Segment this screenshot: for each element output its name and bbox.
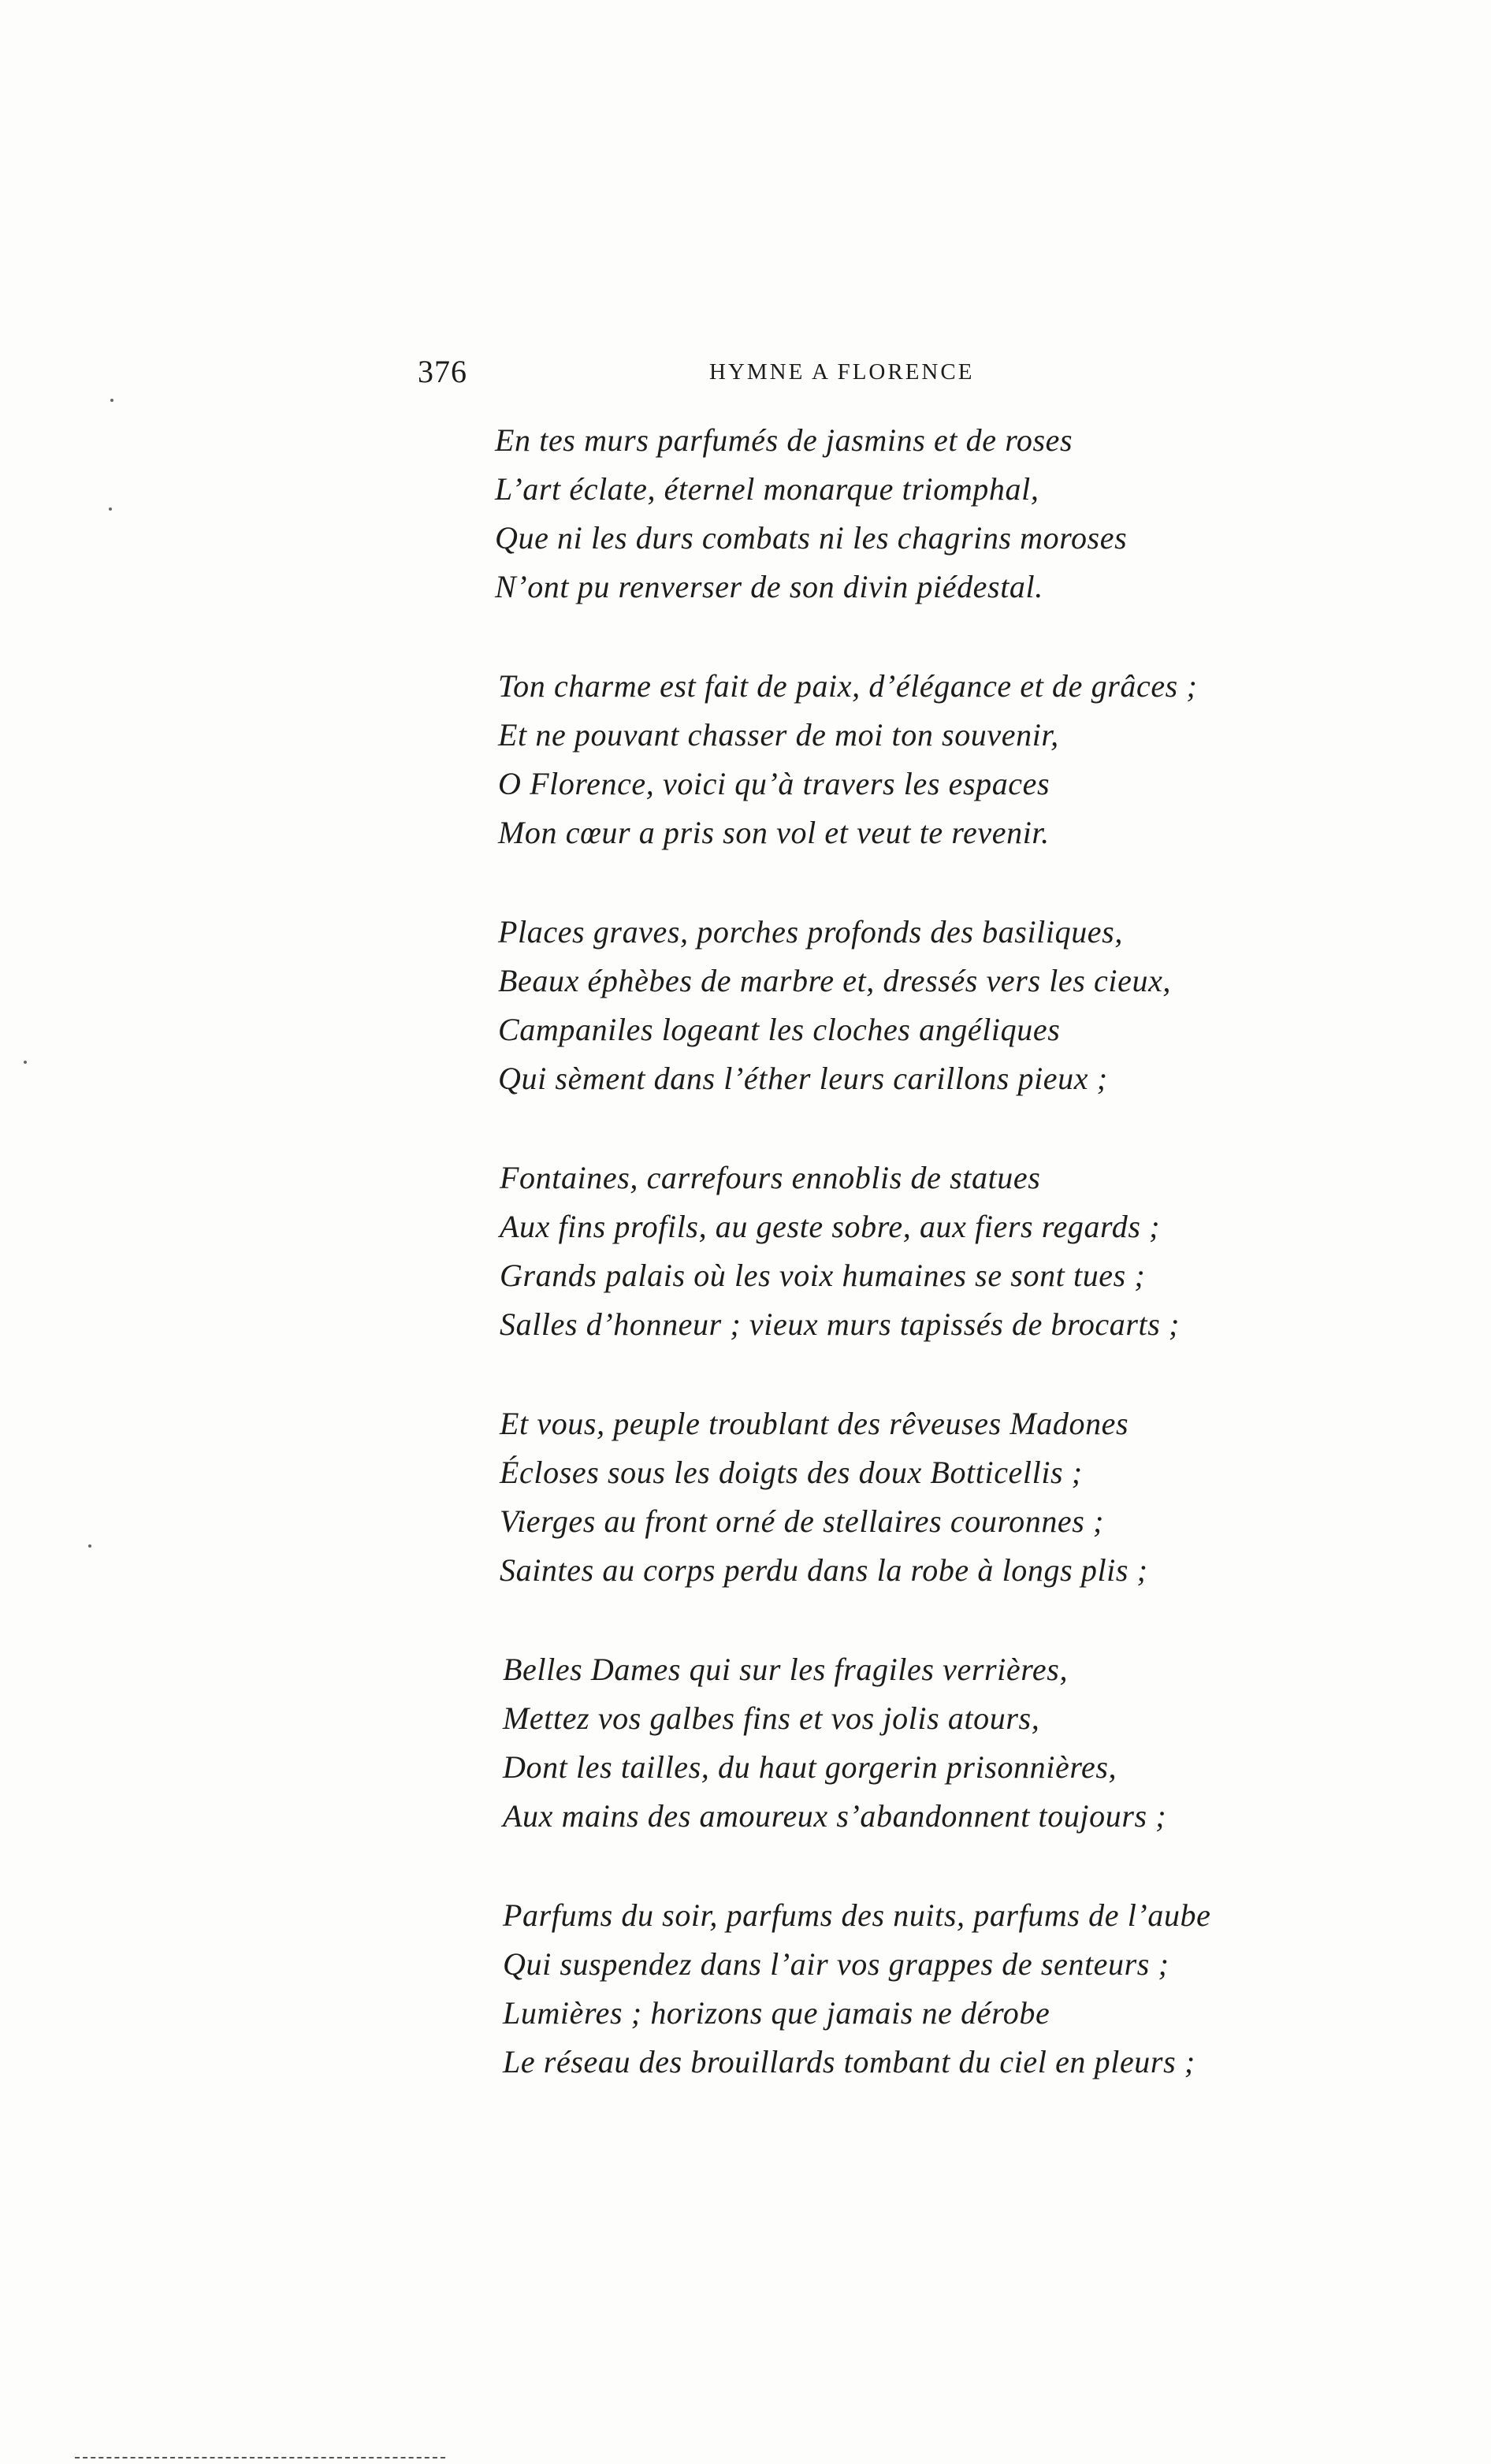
stanza-4: [495, 1154, 1283, 1349]
poem-line: Qui sèment dans l’éther leurs carillons pieux ;: [498, 1061, 1108, 1096]
stanza-2: [495, 662, 1283, 857]
stanza-6: [495, 1645, 1283, 1841]
poem-line: Ton charme est fait de paix, d’élégance et de grâces ;: [498, 668, 1198, 704]
poem-line: Lumières ; horizons que jamais ne dérobe: [503, 1995, 1050, 2031]
poem-line: Dont les tailles, du haut gorgerin prisonnières,: [503, 1749, 1117, 1785]
scan-speck: [110, 399, 113, 402]
poem-line: Vierges au front orné de stellaires couronnes ;: [500, 1503, 1104, 1539]
running-head: [418, 353, 1206, 392]
scan-speck: [24, 1061, 27, 1064]
poem-line: Campaniles logeant les cloches angéliques: [498, 1012, 1061, 1047]
stanza-3: [495, 908, 1283, 1103]
poem-line: Aux mains des amoureux s’abandonnent toujours ;: [503, 1798, 1167, 1834]
poem-line: Salles d’honneur ; vieux murs tapissés de brocarts ;: [500, 1306, 1180, 1342]
poem-line: Saintes au corps perdu dans la robe à longs plis ;: [500, 1552, 1148, 1588]
poem-line: En tes murs parfumés de jasmins et de roses: [495, 422, 1073, 458]
poem-line: Qui suspendez dans l’air vos grappes de senteurs ;: [503, 1946, 1169, 1982]
poem-line: Parfums du soir, parfums des nuits, parfums de l’aube: [503, 1897, 1211, 1933]
stanza-5: [495, 1399, 1283, 1595]
stanza-7: [495, 1891, 1283, 2087]
poem-line: Grands palais où les voix humaines se sont tues ;: [500, 1258, 1146, 1293]
page-number: 376: [418, 354, 467, 389]
poem-line: Fontaines, carrefours ennoblis de statues: [500, 1160, 1041, 1195]
stanza-1: [495, 416, 1283, 611]
poem-line: Et vous, peuple troublant des rêveuses Madones: [500, 1406, 1129, 1441]
poem-line: L’art éclate, éternel monarque triomphal,: [495, 471, 1039, 507]
scan-edge-mark: [75, 2457, 445, 2458]
poem-line: Beaux éphèbes de marbre et, dressés vers les cieux,: [498, 963, 1172, 998]
poem-line: Mon cœur a pris son vol et veut te revenir.: [498, 815, 1050, 850]
poem-line: Le réseau des brouillards tombant du ciel en pleurs ;: [503, 2044, 1195, 2079]
poem-line: Aux fins profils, au geste sobre, aux fiers regards ;: [500, 1209, 1161, 1244]
poem-line: O Florence, voici qu’à travers les espaces: [498, 766, 1050, 801]
poem-line: N’ont pu renverser de son divin piédestal.: [495, 569, 1043, 604]
poem-line: Places graves, porches profonds des basiliques,: [498, 914, 1123, 950]
scan-speck: [109, 507, 112, 511]
poem-line: Mettez vos galbes fins et vos jolis atours,: [503, 1700, 1040, 1736]
running-title: HYMNE A FLORENCE: [709, 359, 975, 385]
poem-line: Écloses sous les doigts des doux Botticellis ;: [500, 1455, 1083, 1490]
poem-line: Que ni les durs combats ni les chagrins moroses: [495, 520, 1128, 556]
poem-line: Belles Dames qui sur les fragiles verrières,: [503, 1652, 1069, 1687]
poem: [495, 416, 1283, 2137]
scan-speck: [88, 1544, 91, 1548]
poem-line: Et ne pouvant chasser de moi ton souvenir,: [498, 717, 1059, 753]
